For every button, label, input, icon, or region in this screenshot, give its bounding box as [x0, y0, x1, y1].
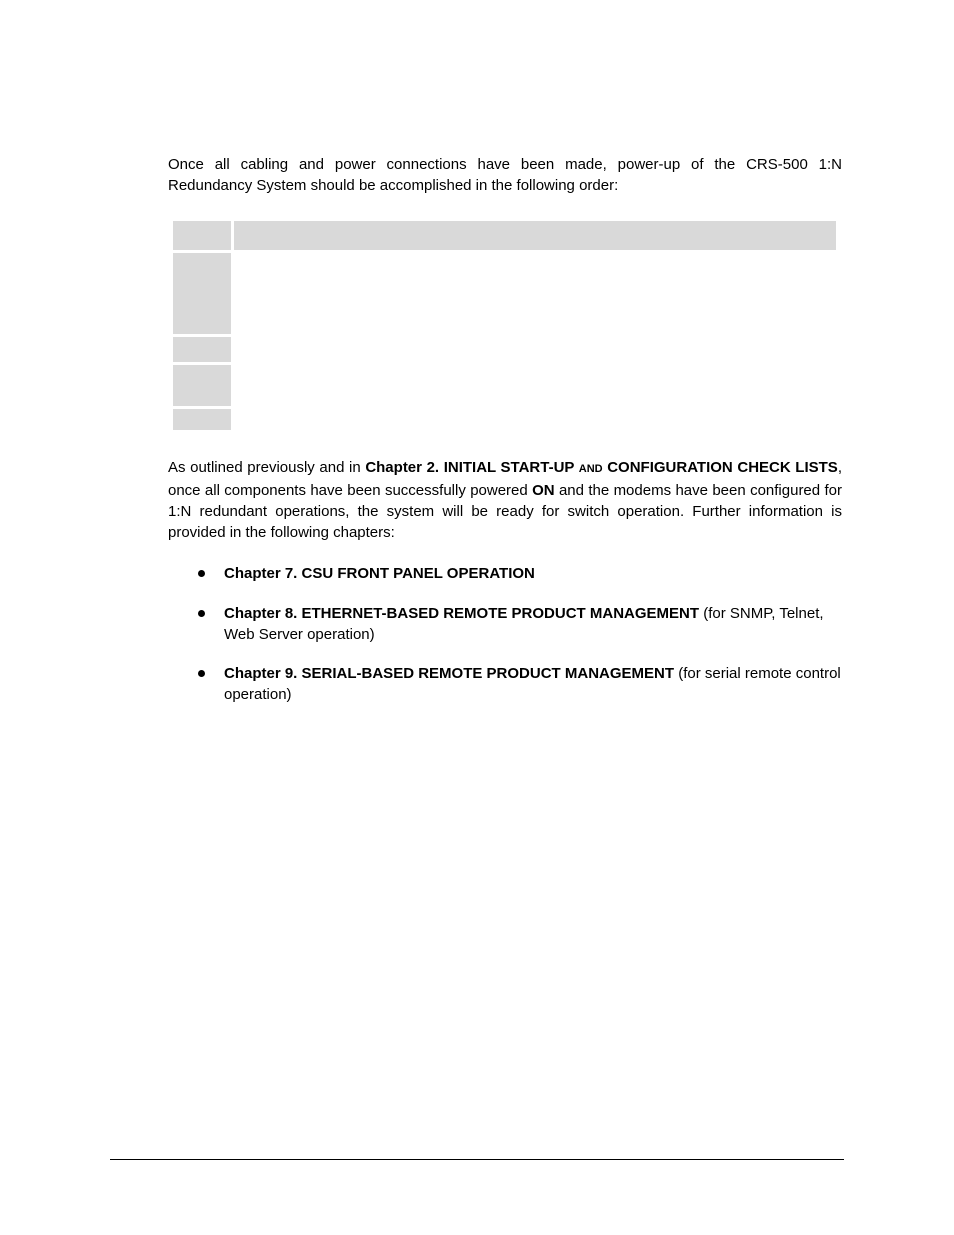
chapter-reference-list: [168, 563, 842, 723]
list-item: [168, 563, 842, 584]
table-row: [173, 409, 836, 430]
step-cell: [173, 253, 231, 334]
bullet-icon: [198, 670, 205, 677]
on-keyword: ON: [532, 482, 555, 499]
outline-text: As outlined previously and in: [168, 459, 366, 476]
bullet-icon: [198, 610, 205, 617]
list-item: [168, 663, 842, 705]
chapter-title: Chapter 9. SERIAL-BASED REMOTE PRODUCT MANAGEMENT: [224, 665, 675, 682]
table-row: [173, 365, 836, 406]
task-cell: [234, 253, 836, 334]
chapter-2-reference: [365, 459, 838, 476]
chapter-note: (for serial remote control operation): [224, 665, 841, 703]
header-task-cell: [234, 221, 836, 250]
intro-paragraph: Once all cabling and power connections have been made, power-up of the CRS-500 1:N Redundancy System should be accomplished in the following order:: [168, 156, 842, 194]
task-cell: [234, 365, 836, 406]
task-cell: [234, 409, 836, 430]
chapter-2-title-b: CONFIGURATION CHECK LISTS: [602, 459, 838, 476]
chapter-title: Chapter 8. ETHERNET-BASED REMOTE PRODUCT MANAGEMENT: [224, 605, 700, 622]
table-header-row: [173, 221, 836, 250]
task-cell: [234, 337, 836, 362]
power-up-steps-table: [170, 218, 839, 433]
outline-text: and the modems have been configured for 1:N redundant operations, the system will be ready for switch operation. Further information is provided in the following chapters:: [168, 482, 842, 541]
table-row: [173, 253, 836, 334]
chapter-2-title-and: AND: [578, 463, 603, 475]
step-cell: [173, 337, 231, 362]
step-cell: [173, 365, 231, 406]
chapter-title: Chapter 7. CSU FRONT PANEL OPERATION: [224, 565, 535, 582]
chapter-note: (for SNMP, Telnet, Web Server operation): [224, 605, 824, 643]
bullet-icon: [198, 570, 205, 577]
outline-text: , once all components have been successfully powered: [168, 459, 842, 499]
footer-divider: [110, 1159, 844, 1160]
table-row: [173, 337, 836, 362]
step-cell: [173, 409, 231, 430]
list-item: [168, 603, 842, 645]
header-step-cell: [173, 221, 231, 250]
chapter-2-title-a: Chapter 2. INITIAL START-UP: [365, 459, 579, 476]
outline-paragraph: [168, 457, 842, 543]
